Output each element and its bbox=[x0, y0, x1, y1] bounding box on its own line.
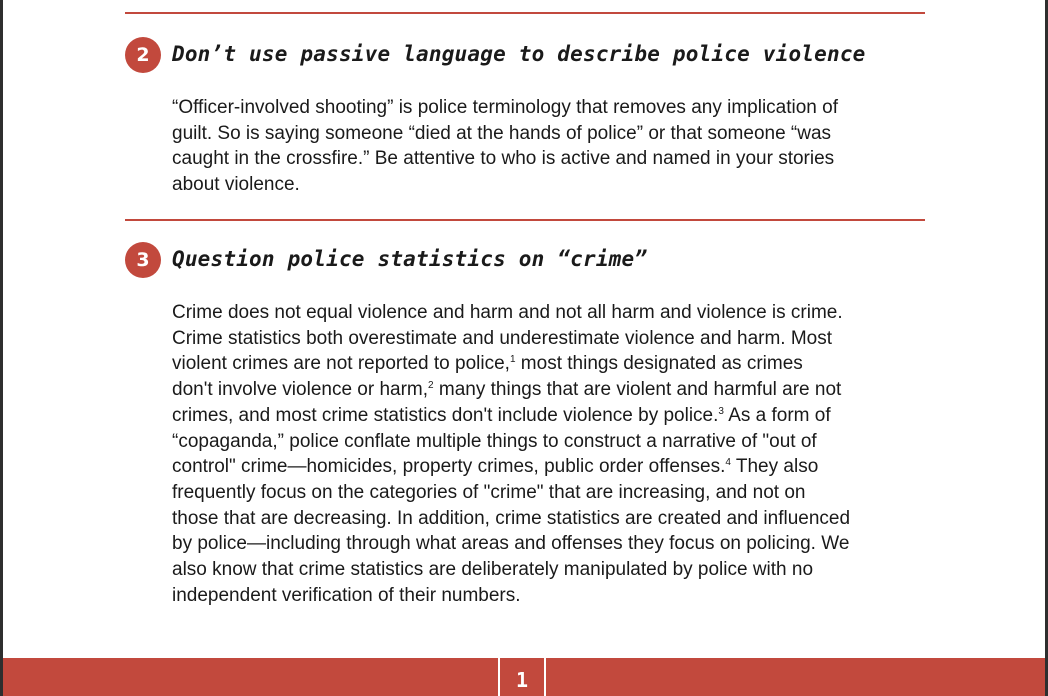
paragraph-line: “Officer-involved shooting” is police terminology that removes any implication of bbox=[172, 97, 839, 118]
line-text: violent crimes are not reported to police, bbox=[172, 353, 510, 375]
line-text: don't involve violence or harm, bbox=[172, 379, 429, 401]
paragraph-line: guilt. So is saying someone “died at the hands of police” or that someone “was bbox=[172, 122, 832, 144]
paragraph-line bbox=[172, 429, 932, 455]
section-number-badge-2: 2 bbox=[125, 37, 161, 73]
paragraph-line bbox=[172, 480, 932, 506]
paragraph-line bbox=[172, 506, 932, 532]
paragraph-line bbox=[172, 557, 932, 583]
line-text: control" crime—homicides, property crimes, public order offenses. bbox=[172, 456, 726, 478]
line-text: crimes, and most crime statistics don't include violence by police. bbox=[172, 404, 719, 426]
line-text: most things designated as crimes bbox=[515, 353, 803, 375]
paragraph-line bbox=[172, 326, 932, 352]
line-text: also know that crime statistics are deliberately manipulated by police with no bbox=[172, 559, 814, 581]
page-number: 1 bbox=[498, 658, 546, 696]
document-page bbox=[3, 0, 1045, 696]
paragraph-line bbox=[172, 583, 932, 609]
paragraph-line bbox=[172, 377, 932, 403]
line-text: independent verification of their numbers. bbox=[172, 584, 521, 606]
footnote-ref-3: 3 bbox=[718, 405, 724, 417]
paragraph-line bbox=[172, 300, 932, 326]
section-divider-middle bbox=[125, 219, 925, 221]
section-3-paragraph bbox=[172, 300, 932, 608]
line-text: many things that are violent and harmful are not bbox=[433, 379, 842, 401]
line-text: They also bbox=[730, 456, 819, 478]
paragraph-line bbox=[172, 531, 932, 557]
line-text: those that are decreasing. In addition, crime statistics are created and influenced bbox=[172, 507, 851, 529]
page-footer bbox=[3, 658, 1045, 696]
section-divider-top bbox=[125, 12, 925, 14]
footnote-ref-1: 1 bbox=[509, 354, 516, 366]
line-text: frequently focus on the categories of "crime" that are increasing, and not on bbox=[172, 481, 806, 503]
footnote-ref-2: 2 bbox=[428, 380, 434, 392]
paragraph-line bbox=[172, 403, 932, 429]
footnote-ref-4: 4 bbox=[725, 457, 731, 469]
line-text: by police—including through what areas and offenses they focus on policing. We bbox=[172, 533, 850, 555]
line-text: Crime statistics both overestimate and underestimate violence and harm. Most bbox=[172, 327, 833, 349]
line-text: As a form of bbox=[723, 404, 831, 426]
paragraph-line: caught in the crossfire.” Be attentive to who is active and named in your stories bbox=[172, 148, 835, 170]
section-heading-3: Question police statistics on “crime” bbox=[172, 247, 648, 271]
section-2-paragraph bbox=[172, 95, 932, 198]
paragraph-line bbox=[172, 454, 932, 480]
section-heading-2: Don’t use passive language to describe police violence bbox=[172, 42, 866, 66]
line-text: Crime does not equal violence and harm and not all harm and violence is crime. bbox=[172, 302, 843, 323]
line-text: “copaganda,” police conflate multiple things to construct a narrative of "out of bbox=[172, 430, 817, 452]
paragraph-line: about violence. bbox=[172, 174, 300, 196]
section-number-badge-3: 3 bbox=[125, 242, 161, 278]
paragraph-line bbox=[172, 351, 932, 377]
